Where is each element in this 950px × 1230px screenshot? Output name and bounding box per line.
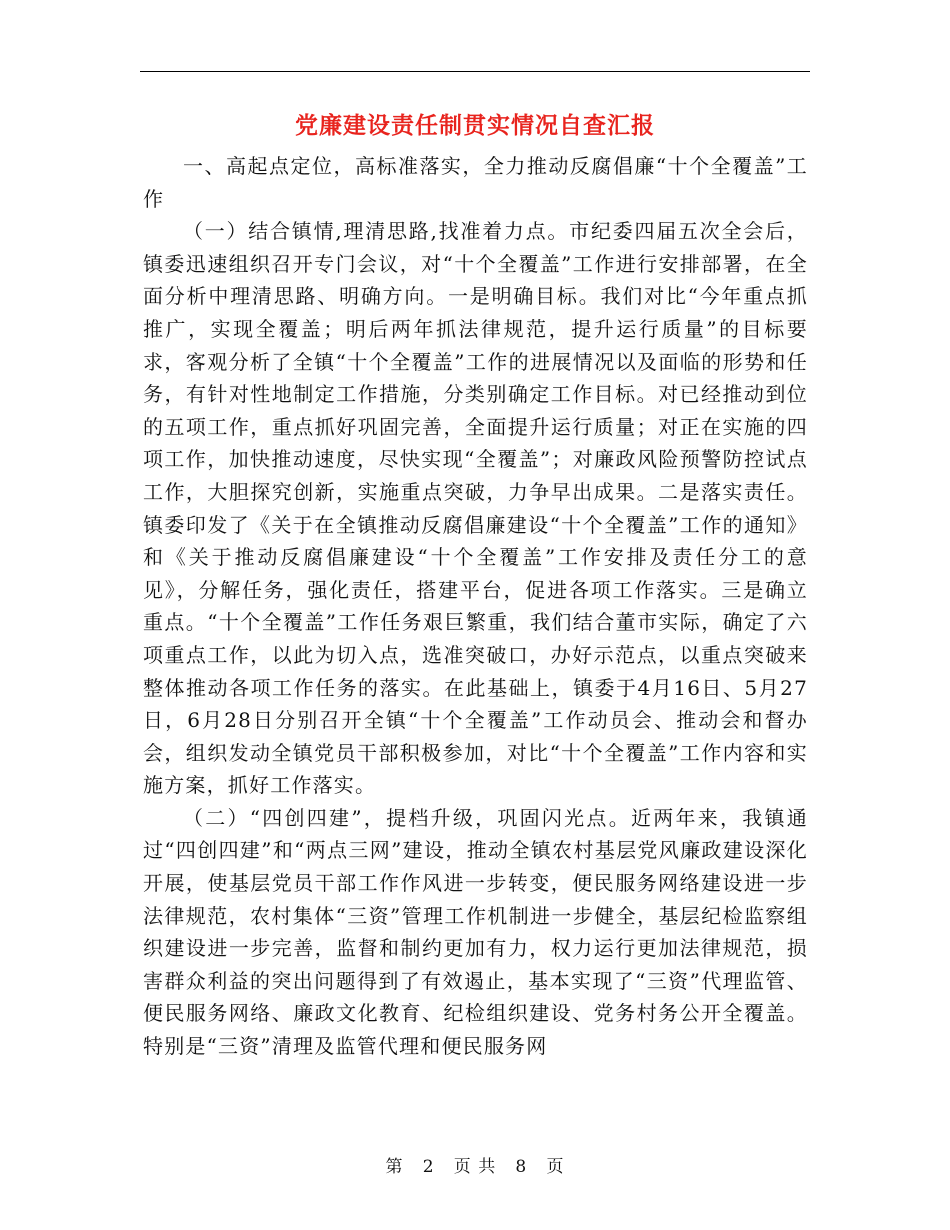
footer-middle: 页 共 [453,1157,497,1177]
paragraph-two: （二）“四创四建”，提档升级，巩固闪光点。近两年来，我镇通过“四创四建”和“两点三网”建设，推动全镇农村基层党风廉政建设深化开展，使基层党员干部工作作风进一步转变，便民服务网络建设进一步法律规范，农村集体“三资”管理工作机制进一步健全，基层纪检监察组织建设进一步完善，监督和制约更加有力，权力运行更加法律规范，损害群众利益的突出问题得到了有效遏止，基本实现了“三资”代理监管、便民服务网络、廉政文化教育、纪检组织建设、党务村务公开全覆盖。特别是“三资”清理及监管代理和便民服务网 [143,805,808,1059]
header-rule [140,71,810,72]
page-footer [0,1152,950,1177]
paragraph-section-heading: 一、高起点定位，高标准落实，全力推动反腐倡廉“十个全覆盖”工作 [143,154,808,211]
document-title: 党廉建设责任制贯实情况自查汇报 [295,112,655,139]
footer-page-number: 2 [422,1157,435,1177]
footer-total-pages: 8 [515,1157,528,1177]
paragraph-one: （一）结合镇情,理清思路,找准着力点。市纪委四届五次全会后，镇委迅速组织召开专门会议，对“十个全覆盖”工作进行安排部署，在全面分析中理清思路、明确方向。一是明确目标。我们对比“今年重点抓推广，实现全覆盖；明后两年抓法律规范，提升运行质量”的目标要求，客观分析了全镇“十个全覆盖”工作的进展情况以及面临的形势和任务，有针对性地制定工作措施，分类别确定工作目标。对已经推动到位的五项工作，重点抓好巩固完善，全面提升运行质量；对正在实施的四项工作，加快推动速度，尽快实现“全覆盖”；对廉政风险预警防控试点工作，大胆探究创新，实施重点突破，力争早出成果。二是落实责任。镇委印发了《关于在全镇推动反腐倡廉建设“十个全覆盖”工作的通知》和《关于推动反腐倡廉建设“十个全覆盖”工作安排及责任分工的意见》，分解任务，强化责任，搭建平台，促进各项工作落实。三是确立重点。“十个全覆盖”工作任务艰巨繁重，我们结合董市实际，确定了六项重点工作，以此为切入点，选准突破口，办好示范点，以重点突破来整体推动各项工作任务的落实。在此基础上，镇委于4月16日、5月27日，6月28日分别召开全镇“十个全覆盖”工作动员会、推动会和督办会，组织发动全镇党员干部积极参加，对比“十个全覆盖”工作内容和实施方案，抓好工作落实。 [143,219,808,798]
footer-prefix: 第 [385,1157,404,1177]
document-body [143,150,808,1063]
footer-suffix: 页 [546,1157,565,1177]
